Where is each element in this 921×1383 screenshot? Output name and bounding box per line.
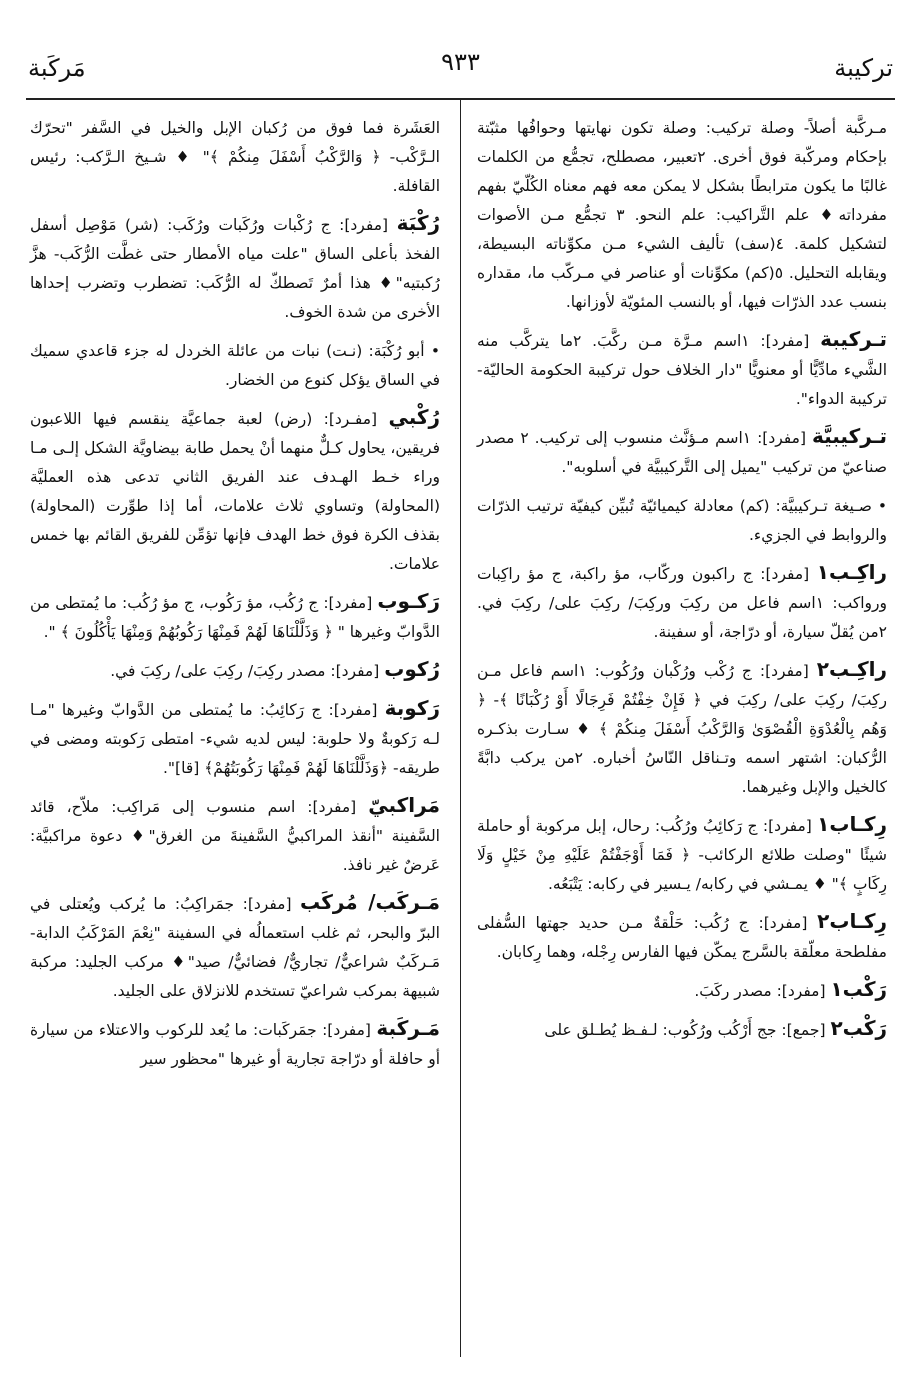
entry-headword: رِكـاب٢ (817, 909, 887, 933)
dictionary-entry (30, 655, 440, 686)
entry-text: [مفرد]: ج رُكْب ورُكْبان ورُكُوب: ١اسم فاعل مـن ركِبَ/ ركِبَ على/ ركِبَ في ﴿ فَإِنْ خِفْتُمْ فَرِجَالًا أَوْ رُكْبَانًا ﴾- ﴿ وَهُم بِالْعُدْوَةِ الْقُصْوَىٰ وَالرَّكْبُ أَسْفَلَ مِنكُمْ ﴾ ♦ سـارت بذكـره الرُّكبان: اشتهر اسمه وتـناقل النّاسُ أخباره. ٢من يركب دابَّةً كالخيل والإبل وغيرهما. (477, 662, 887, 796)
dictionary-entry (30, 791, 440, 880)
dictionary-entry (30, 694, 440, 783)
dictionary-entry (30, 209, 440, 327)
entry-headword: راكِـب٢ (816, 657, 887, 681)
page-number: ٩٣٣ (441, 48, 480, 76)
entry-text: [مفـرد]: (رض) لعبة جماعيَّة ينقسم فيها اللاعبون فريقين، يحاول كـلٌّ منهما أنْ يحمل طابة بيضاويَّة الشكل إلـى مـا وراء خـط الهـدف عند الفريق الثاني تدعى هذه العمليَّة (المحاولة) وتساوي ثلاث علامات، أما إذا طوِّرت (المحاولة) بقذف الكرة فوق خط الهدف فإنها تؤمِّن للفريق القائم بها خمس علامات. (30, 410, 440, 573)
entry-headword: رَكوبة (384, 696, 440, 720)
dictionary-entry (477, 655, 887, 802)
entry-headword: تـركيبة (820, 327, 887, 351)
entry-text: [مفرد]: ج رَكائِبُ: ما يُمتطى من الدَّوابّ وغيرها "مـا لـه رَكوبةٌ ولا حلوبة: ليس لديه شيء- امتطى رَكوبته ومضى في طريقه- ﴿وَذَلَّلْنَاهَا لَهُمْ فَمِنْهَا رَكُوبَتُهُمْ﴾ [قا]". (30, 701, 440, 777)
entry-headword: مَـركَب/ مُركَب (300, 890, 440, 914)
dictionary-entry (477, 975, 887, 1006)
entry-headword: راكِـب١ (816, 560, 887, 584)
entry-headword: رَكْب٢ (830, 1016, 887, 1040)
header-last-word: مَركَبة (28, 54, 86, 82)
entry-text: [مفرد]: ج رُكُب، مؤ رَكُوب، ج مؤ رُكُب: ما يُمتطى من الدَّوابّ وغيرها " ﴿ وَذَلَّلْنَاهَا لَهُمْ فَمِنْهَا رَكُوبُهُمْ وَمِنْهَا يَأْكُلُونَ ﴾ ". (30, 594, 440, 641)
entry-text: [مفرد]: ج رُكُب: حَلْقةٌ مـن حديد جهتها السُّفلى مفلطحة معلّقة بالسَّرج يمكّن فيها الفارس رِجْله، وهما رِكابان. (477, 914, 887, 961)
dictionary-entry (30, 112, 440, 201)
entry-headword: رِكـاب١ (817, 812, 887, 836)
entry-headword: رَكـوب (377, 589, 440, 613)
dictionary-entry (30, 403, 440, 579)
entry-text: [مفرد]: جمَراكِبُ: ما يُركب ويُعتلى في البرّ والبحر، ثم غلب استعمالُه في السفينة "نِعْمَ المَرْكَبُ الدابة- مَـركَبٌ شراعيٌّ/ تجاريٌّ/ فضائيٌّ/ صيد"♦ مركب الجليد: مركبة شبيهة بمركب شراعيّ تستخدم للانزلاق على الجليد. (30, 895, 440, 1000)
dictionary-entry (477, 325, 887, 414)
dictionary-entry (477, 907, 887, 967)
dictionary-entry (30, 1014, 440, 1074)
entry-text: [مفرد]: اسم منسوب إلى مَراكِب: ملاّح، قائد السَّفينة "أنقذ المراكبيُّ السَّفينةَ من الغرق"♦ دعوة مراكبيَّة: عَرضٌ غير نافذ. (30, 798, 440, 874)
dictionary-entry (30, 335, 440, 395)
dictionary-entry (477, 1014, 887, 1045)
entry-text: [مفرد]: ١اسم مـؤنَّث منسوب إلى تركيب. ٢ مصدر صناعيّ من تركيب "يميل إلى التَّركيبيَّة في أسلوبه". (477, 429, 887, 476)
entry-headword: تـركيبيَّة (811, 424, 887, 448)
entry-headword: رُكوب (384, 657, 440, 681)
entry-text: مـركَّبة أصلاً- وصلة تركيب: وصلة تكون نهايتها وحوافُها مثبّتة بإحكام ومركّبة فوق أخرى. ٢تعبير، مصطلح، تجمُّع من الكلمات غالبًا ما يكون مترابطًا بشكل لا يمكن معه فهم معناه الكُلّيّ بفهم مفرداته♦ علم التَّراكيب: علم النحو. ٣ تجمُّع مـن الأصوات لتشكيل كلمة. ٤(سف) تأليف الشيء مـن مكوِّناته البسيطة، ويقابله التحليل. ٥(كم) مكوِّنات أو عناصر في مـركّب ما، مقداره بنسب عدد الذرّات فيها، أو بالنسب المئويّة لأوزانها. (477, 119, 888, 311)
entry-headword: رُكْبَة (396, 211, 440, 235)
entry-text: [مفرد]: ج رُكْبات ورُكَبات ورُكَب: (شر) مَوْصِل أسفل الفخذ بأعلى الساق "علت مياه الأمطار حتى غطَّت الرُّكَب- هزَّ رُكبتيه"♦ هذا أمرٌ تَصطكّ له الرُّكَب: تضطرب وتضرب إحداها الأخرى من شدة الخوف. (30, 216, 440, 321)
dictionary-entry (30, 587, 440, 647)
dictionary-entry (477, 810, 887, 899)
dictionary-entry (477, 112, 887, 317)
dictionary-entry (30, 888, 440, 1006)
entry-headword: رُكْبي (388, 405, 440, 429)
entry-text: • أبو رُكْبَة: (نـت) نبات من عائلة الخردل له جزء قاعدي سميك في الساق يؤكل كنوع من الخضار. (30, 342, 440, 389)
left-column (30, 112, 440, 1082)
right-column (477, 112, 887, 1053)
page-header (28, 48, 893, 92)
entry-headword: رَكْب١ (830, 977, 887, 1001)
entry-text: • صـيغة تـركيبيَّة: (كم) معادلة كيميائيّة تُبيِّن كيفيّة ترتيب الذرّات والروابط في الجزيء. (477, 497, 887, 544)
entry-text: العَشَرة فما فوق من رُكبان الإبل والخيل في السَّفر "تحرّك الـرَّكْب- ﴿ وَالرَّكْبُ أَسْفَلَ مِنكُمْ ﴾" ♦ شـيخ الـرَّكب: رئيس القافلة. (30, 119, 440, 195)
entry-text: [مفرد]: مصدر ركِبَ/ ركِبَ على/ ركِبَ في. (110, 662, 380, 680)
entry-text: [مفرد]: ١اسم مـرَّة مـن ركَّبَ. ٢ما يتركَّب منه الشَّيء مادِّيًّا أو معنويًّا "دار الخلاف حول تركيبة الحكومة الحاليّة- تركيبة الدواء". (477, 332, 887, 408)
entry-text: [مفرد]: مصدر ركَبَ. (694, 982, 826, 1000)
entry-headword: مَـركَبة (376, 1016, 440, 1040)
entry-text: [مفرد]: جمَركَبات: ما يُعد للركوب والاعتلاء من سيارة أو حافلة أو درّاجة تجارية أو غيرها "محظور سير (30, 1021, 440, 1068)
entry-text: [مفرد]: ج راكبون وركّاب، مؤ راكبة، ج مؤ راكِبات ورواكب: ١اسم فاعل من ركِبَ وركِبَ/ ركِبَ على/ ركِبَ في. ٢من يُقلّ سيارة، أو درّاجة، أو سفينة. (477, 565, 887, 641)
entry-text: [مفرد]: ج رَكائِبُ ورُكُب: رحال، إبل مركوبة أو حاملة شيئًا "وصلت طلائع الركائب- ﴿ فَمَا أَوْجَفْتُمْ عَلَيْهِ مِنْ خَيْلٍ وَلَا رِكَابٍ ﴾" ♦ يمـشي في ركابه/ يـسير في ركابه: يَتْبَعُه. (477, 817, 887, 893)
dictionary-entry (477, 490, 887, 550)
column-divider (460, 98, 461, 1357)
dictionary-entry (477, 422, 887, 482)
header-first-word: تركيبة (834, 54, 893, 82)
dictionary-entry (477, 558, 887, 647)
entry-headword: مَراكبيّ (368, 793, 440, 817)
entry-text: [جمع]: جج أَرْكُب ورُكُوب: لـفـظ يُطـلق على (544, 1021, 826, 1039)
